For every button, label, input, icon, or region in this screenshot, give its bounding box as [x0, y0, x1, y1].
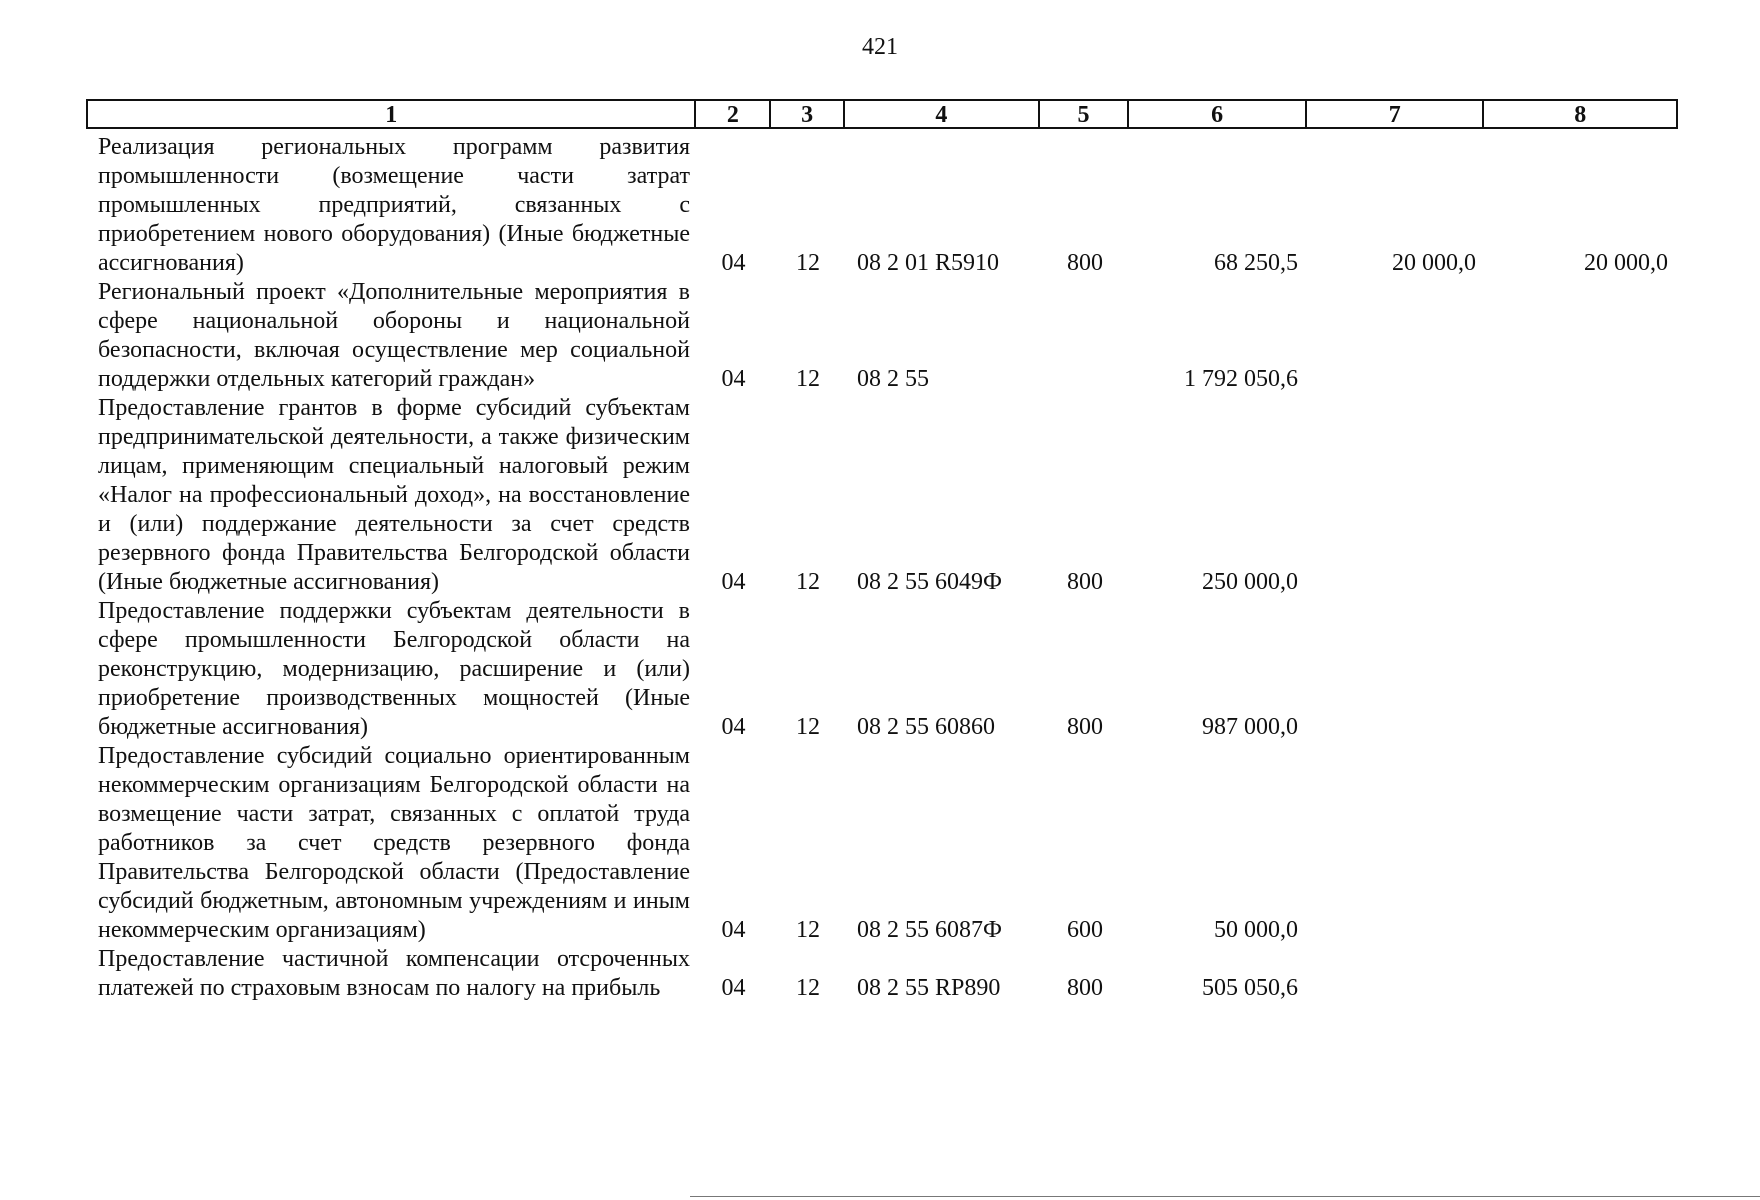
- row-amount-col6: 250 000,0: [1202, 569, 1298, 595]
- table-header-row: [86, 99, 1678, 129]
- row-subsection-code: 12: [796, 569, 820, 595]
- page-number: 421: [862, 34, 898, 60]
- row-description: Предоставление поддержки субъектам деятельности в сфере промышленности Белгородской области на реконструкцию, модернизацию, расширение и (или) приобретение производственных мощностей (Иные бюджетные ассигнования): [98, 598, 690, 740]
- row-target-code: 08 2 01 R5910: [857, 250, 1000, 276]
- row-section-code: 04: [721, 366, 746, 392]
- row-target-code: 08 2 55 60860: [857, 714, 995, 740]
- row-description: Предоставление частичной компенсации отсроченных платежей по страховым взносам по налогу на прибыль: [98, 946, 690, 1001]
- row-amount-col6: 987 000,0: [1202, 714, 1298, 740]
- table-row: [86, 742, 1678, 945]
- row-subsection-code: 12: [796, 714, 820, 740]
- row-subsection-code: 12: [796, 250, 820, 276]
- table-row: [86, 945, 1678, 1003]
- page-bottom-divider: [690, 1196, 1760, 1197]
- row-section-code: 04: [721, 975, 746, 1001]
- row-section-code: 04: [721, 917, 746, 943]
- row-expense-type: 800: [1067, 250, 1103, 276]
- row-description: Предоставление грантов в форме субсидий субъектам предпринимательской деятельности, а также физическим лицам, применяющим специальный налоговый режим «Налог на профессиональный доход», на восстановление и (или) поддержание деятельности за счет средств резервного фонда Правительства Белгородской области (Иные бюджетные ассигнования): [98, 395, 690, 595]
- row-section-code: 04: [721, 250, 746, 276]
- row-target-code: 08 2 55: [857, 366, 929, 392]
- row-target-code: 08 2 55 6087Ф: [857, 917, 1002, 943]
- row-expense-type: 800: [1067, 975, 1103, 1001]
- row-target-code: 08 2 55 6049Ф: [857, 569, 1002, 595]
- row-expense-type: 800: [1067, 569, 1103, 595]
- table-row: [86, 394, 1678, 597]
- column-header-6: 6: [1129, 101, 1307, 127]
- table-row: [86, 597, 1678, 742]
- row-expense-type: 800: [1067, 714, 1103, 740]
- row-description: Реализация региональных программ развития промышленности (возмещение части затрат промышленных предприятий, связанных с приобретением нового оборудования) (Иные бюджетные ассигнования): [98, 134, 690, 276]
- row-description: Региональный проект «Дополнительные мероприятия в сфере национальной обороны и национальной безопасности, включая осуществление мер социальной поддержки отдельных категорий граждан»: [98, 279, 690, 392]
- column-header-5: 5: [1040, 101, 1130, 127]
- row-amount-col6: 505 050,6: [1202, 975, 1298, 1001]
- row-expense-type: 600: [1067, 917, 1103, 943]
- table-row: [86, 133, 1678, 278]
- table-row: [86, 278, 1678, 394]
- table-body: [86, 133, 1678, 1003]
- column-header-4: 4: [845, 101, 1040, 127]
- row-subsection-code: 12: [796, 975, 820, 1001]
- column-header-8: 8: [1574, 102, 1587, 128]
- row-section-code: 04: [721, 714, 746, 740]
- row-subsection-code: 12: [796, 917, 820, 943]
- row-target-code: 08 2 55 RP890: [857, 975, 1001, 1001]
- column-header-3: 3: [771, 101, 845, 127]
- row-description: Предоставление субсидий социально ориентированным некоммерческим организациям Белгородской области на возмещение части затрат, связанных с оплатой труда работников за счет средств резервного фонда Правительства Белгородской области (Предоставление субсидий бюджетным, автономным учреждениям и иным некоммерческим организациям): [98, 743, 690, 943]
- row-amount-col6: 68 250,5: [1214, 250, 1298, 276]
- column-header-2: 2: [696, 101, 771, 127]
- column-header-7: 7: [1307, 101, 1485, 127]
- row-amount-col7: 20 000,0: [1392, 250, 1476, 276]
- row-amount-col6: 50 000,0: [1214, 917, 1298, 943]
- row-amount-col6: 1 792 050,6: [1184, 366, 1298, 392]
- row-subsection-code: 12: [796, 366, 820, 392]
- row-amount-col8: 20 000,0: [1584, 250, 1668, 276]
- column-header-1: 1: [88, 101, 696, 127]
- row-section-code: 04: [721, 569, 746, 595]
